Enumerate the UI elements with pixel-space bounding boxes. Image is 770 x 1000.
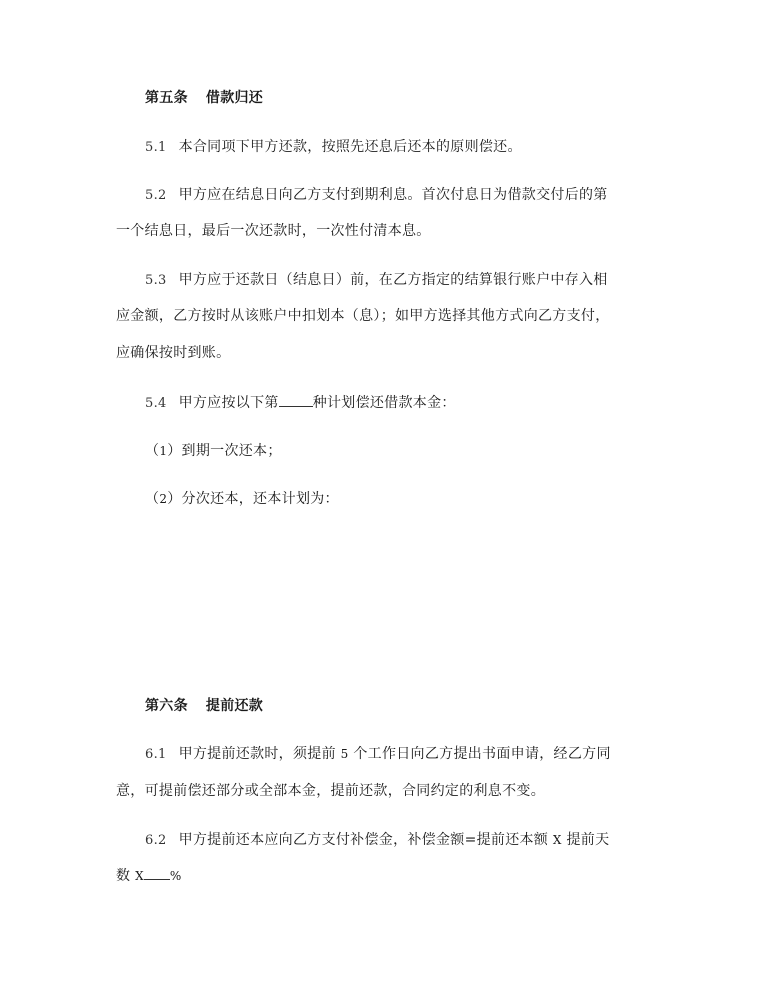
option-1-open-paren: （ [145,443,160,459]
clause-6-2-text-2: 数 [116,868,131,884]
option-1-text: ）到期一次还本； [167,443,282,459]
option-2-number: 2 [159,492,168,506]
article-5-heading [145,88,263,108]
clause-6-2-text-1-end: 提前天 [566,832,610,848]
clause-6-1-line-1 [145,744,611,765]
article-6-heading [145,696,263,716]
clause-5-4-text-before: 甲方应按以下第 [178,395,279,411]
clause-6-2-line-1 [145,830,609,851]
clause-5-3-number: 5.3 [145,273,167,288]
clause-5-1-text: 本合同项下甲方还款，按照先还息后还本的原则偿还。 [178,139,522,155]
clause-5-1-number: 5.1 [145,140,167,155]
percent-sign: % [169,869,182,883]
clause-5-3-text-1: 甲方应于还款日（结息日）前，在乙方指定的结算银行账户中存入相 [178,272,608,288]
clause-6-2-number: 6.2 [145,833,167,848]
clause-5-3-line-1 [145,270,608,291]
clause-5-2-line-2: 一个结息日，最后一次还款时，一次性付清本息。 [116,223,431,239]
clause-5-2-line-1 [145,185,608,206]
clause-5-1 [145,137,522,158]
option-1 [145,441,282,461]
clause-5-4-text-after: 种计划偿还借款本金： [312,395,456,411]
plan-choice-blank [279,394,313,407]
multiply-sign-1: X [552,833,562,847]
clause-6-1-text-before: 甲方提前还款时，须提前 [178,746,336,762]
clause-6-1-number: 6.1 [145,747,167,762]
multiply-sign-2: X [135,869,144,883]
clause-5-3-line-2: 应金额，乙方按时从该账户中扣划本（息）；如甲方选择其他方式向乙方支付， [116,308,610,324]
clause-5-4 [145,393,456,414]
clause-6-1-text-after: 个工作日向乙方提出书面申请，经乙方同 [353,746,611,762]
clause-5-4-number: 5.4 [145,396,167,411]
article-6-number: 第六条 [145,698,188,714]
option-1-number: 1 [159,444,168,458]
article-5-title: 借款归还 [205,90,264,106]
option-2-text: ）分次还本，还本计划为： [167,491,339,507]
rate-blank [144,867,170,880]
option-2 [145,489,339,509]
clause-5-3-line-3: 应确保按时到账。 [116,345,231,361]
option-2-open-paren: （ [145,491,160,507]
clause-6-1-line-2: 意，可提前偿还部分或全部本金，提前还款，合同约定的利息不变。 [116,783,545,799]
clause-5-2-number: 5.2 [145,188,167,203]
clause-5-2-text-1: 甲方应在结息日向乙方支付到期利息。首次付息日为借款交付后的第 [178,187,608,203]
clause-6-2-line-2 [116,866,182,886]
article-5-number: 第五条 [145,90,188,106]
notice-days: 5 [340,747,349,761]
clause-6-2-text-1: 甲方提前还本应向乙方支付补偿金，补偿金额=提前还本额 [178,832,549,848]
article-6-title: 提前还款 [205,698,264,714]
